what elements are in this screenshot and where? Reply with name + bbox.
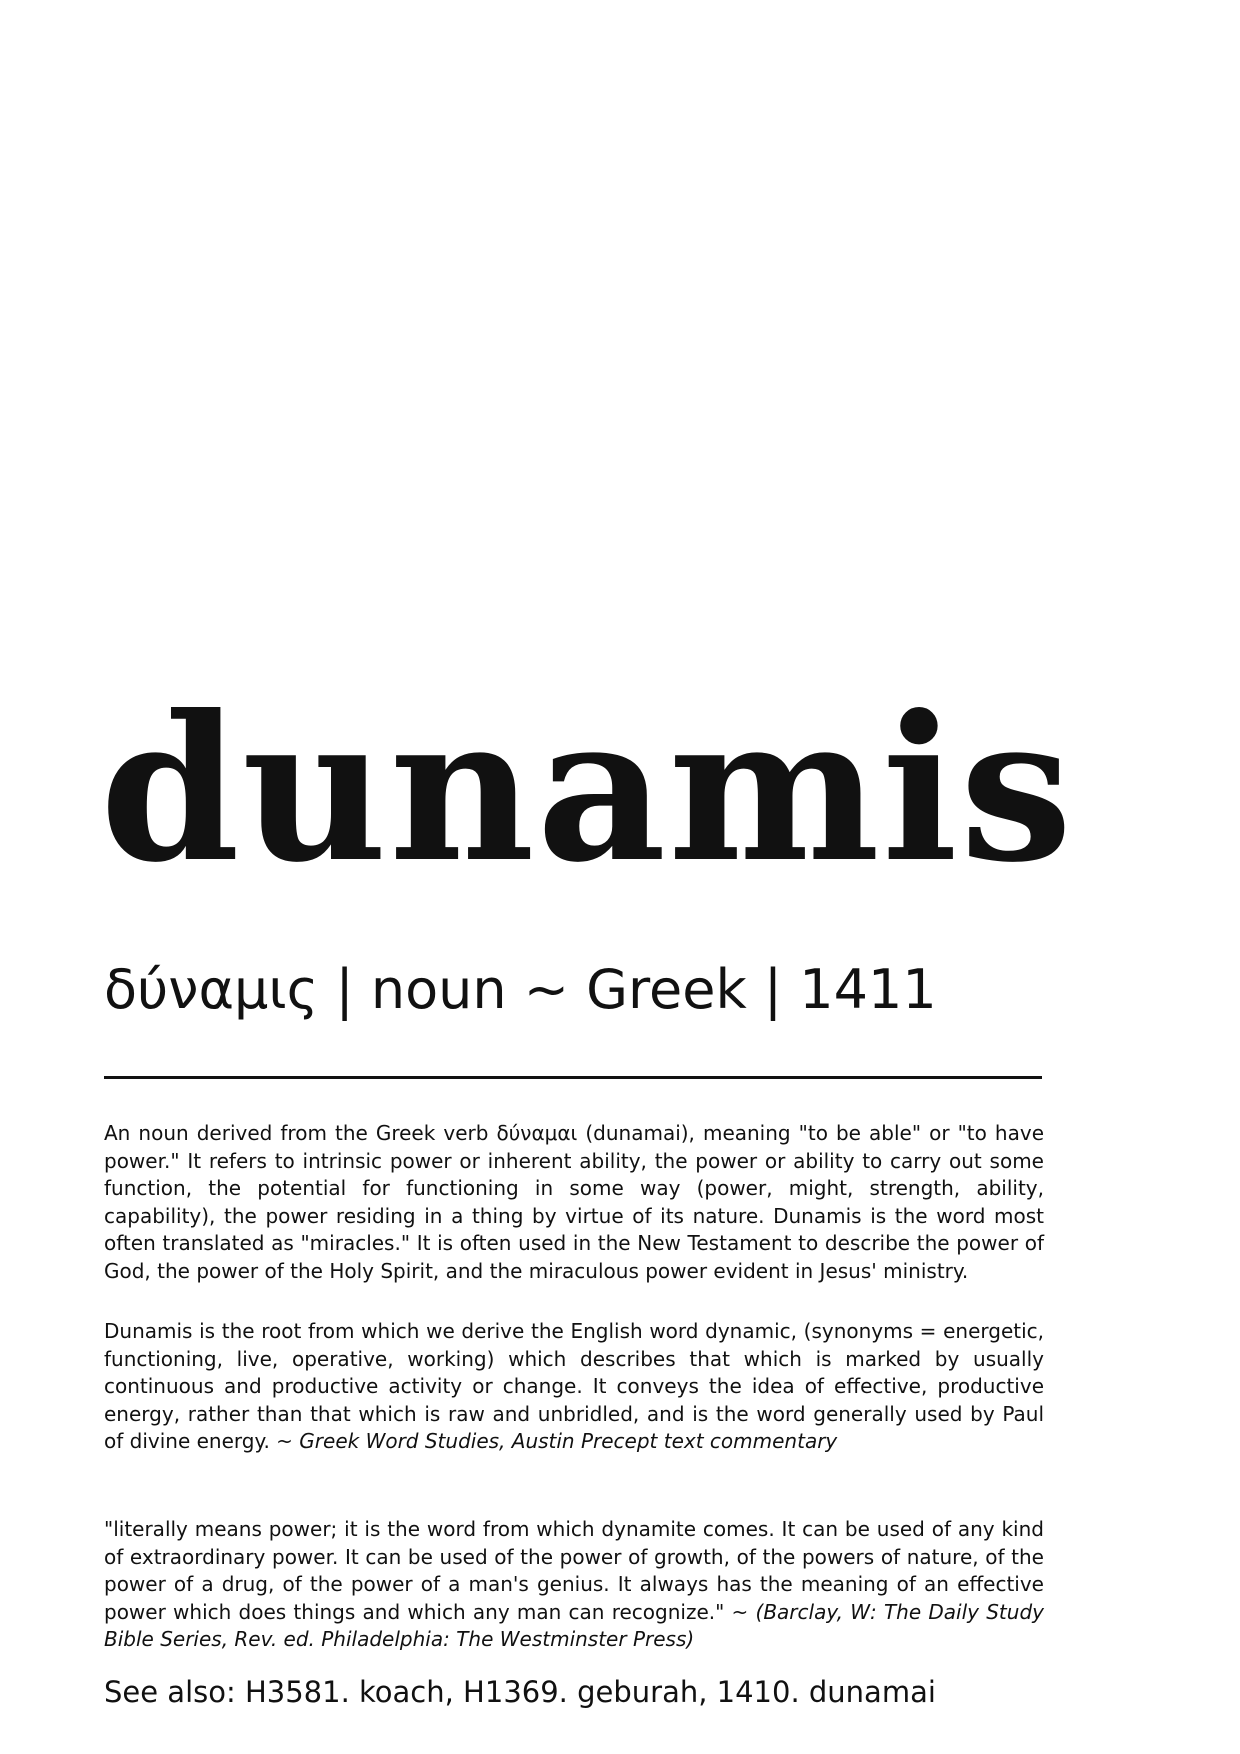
headword: dunamis [100,672,1075,907]
definition-paragraph-2 [104,1318,1044,1456]
paragraph-3-text: "literally means power; it is the word from which dynamite comes. It can be used of any kind of extraordinary power. It can be used of the power of growth, of the powers of nature, of the power of a drug, of the power of a man's genius. It always has the meaning of an effective power which does things and which any man can recognize." ~ [104,1517,1044,1624]
paragraph-3-citation: (Barclay, W: The Daily Study Bible Series, Rev. ed. Philadelphia: The Westminster Press) [104,1599,1044,1651]
paragraph-2-citation: Greek Word Studies, Austin Precept text commentary [299,1429,838,1453]
entry-subtitle: δύναμις | noun ~ Greek | 1411 [104,958,937,1021]
see-also-line: See also: H3581. koach, H1369. geburah, 1410. dunamai [104,1675,936,1709]
paragraph-2-text: Dunamis is the root from which we derive the English word dynamic, (synonyms = energetic, functioning, live, operative, working) which describes that which is marked by usually continuous and productive activity or change. It conveys the idea of effective, productive energy, rather than that which is raw and unbridled, and is the word generally used by Paul of divine energy. ~ [104,1319,1044,1453]
divider-rule [104,1076,1042,1079]
definition-paragraph-1 [104,1120,1044,1285]
paragraph-1-text: An noun derived from the Greek verb δύναμαι (dunamai), meaning "to be able" or "to have power." It refers to intrinsic power or inherent ability, the power or ability to carry out some function, the potential for functioning in some way (power, might, strength, ability, capability), the power residing in a thing by virtue of its nature. Dunamis is the word most often translated as "miracles." It is often used in the New Testament to describe the power of God, the power of the Holy Spirit, and the miraculous power evident in Jesus' ministry. [104,1121,1044,1283]
definition-paragraph-3 [104,1516,1044,1654]
